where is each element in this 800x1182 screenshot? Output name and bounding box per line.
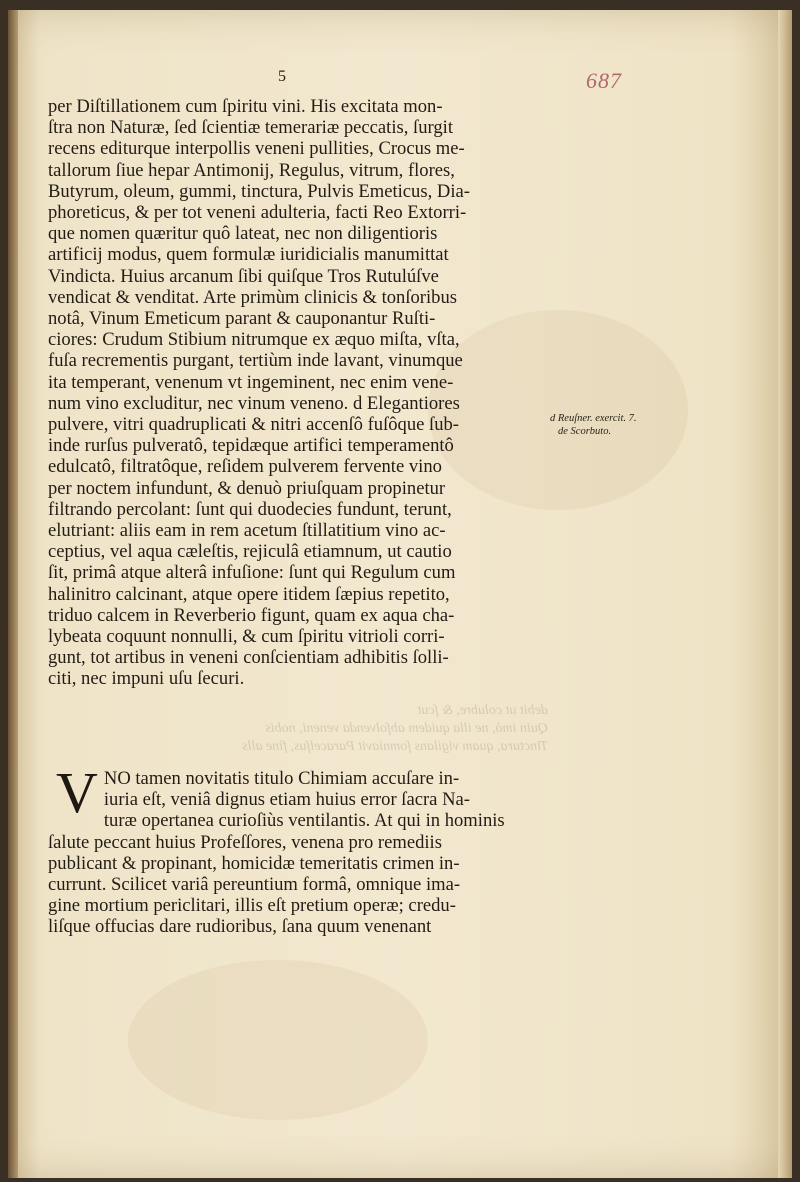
text-line: iuria eſt, veniâ dignus etiam huius error ſacra Na- bbox=[103, 789, 470, 811]
drop-cap: V bbox=[56, 760, 98, 825]
text-line: ſit, primâ atque alterâ infuſione: ſunt qui Regulum cum bbox=[48, 562, 456, 584]
text-line: filtrando percolant: ſunt qui duodecies fundunt, terunt, bbox=[48, 498, 452, 520]
bleed-line: Quin imò, ne illa quidem abſolvenda veneni, nobis bbox=[265, 721, 548, 736]
text-line: num vino excluditur, nec vinum veneno. d Elegantiores bbox=[48, 392, 460, 414]
text-line: fuſa recrementis purgant, tertiùm inde lavant, vinumque bbox=[48, 350, 463, 372]
text-line: per Diſtillationem cum ſpiritu vini. His excitata mon- bbox=[48, 96, 443, 117]
text-line: per noctem infundunt, & denuò priuſquam propinetur bbox=[48, 477, 446, 499]
text-line: vendicat & venditat. Arte primùm clinicis & tonſoribus bbox=[48, 286, 457, 308]
text-line: notâ, Vinum Emeticum parant & cauponantur Ruſti- bbox=[48, 308, 436, 330]
text-line: lybeata coquunt nonnulli, & cum ſpiritu vitrioli corri- bbox=[48, 626, 445, 648]
marginal-note bbox=[550, 412, 700, 438]
text-line: que nomen quæritur quô lateat, nec non diligentioris bbox=[48, 223, 438, 245]
text-line: elutriant: aliis eam in rem acetum ſtillatitium vino ac- bbox=[48, 520, 446, 542]
text-line: halinitro calcinant, atque opere itidem ſæpius repetito, bbox=[48, 583, 450, 605]
paragraph-2 bbox=[48, 760, 548, 938]
paper-stain bbox=[128, 960, 428, 1120]
text-line: publicant & propinant, homicidæ temeritatis crimen in- bbox=[48, 852, 460, 874]
bleed-line: debit ut colubre, & ſcut bbox=[417, 703, 548, 718]
text-line: inde rurſus pulveratô, tepidæque artifici temperamentô bbox=[48, 435, 454, 457]
text-line: currunt. Scilicet variâ pereuntium formâ, omnique ima- bbox=[48, 874, 461, 896]
text-line: ceptius, vel aqua cæleſtis, rejiculâ etiamnum, ut cautio bbox=[48, 541, 452, 563]
signature-mark: 5 bbox=[278, 68, 286, 85]
text-line: pulvere, vitri quadruplicati & nitri accenſô fuſôque ſub- bbox=[48, 414, 459, 436]
marginal-note-line: de Scorbuto. bbox=[558, 426, 612, 437]
binding-edge bbox=[8, 10, 18, 1178]
bleed-through-text bbox=[242, 702, 548, 756]
text-line: citi, nec impuni uſu ſecuri. bbox=[48, 668, 245, 690]
marginal-note-line: d Reuſner. exercit. 7. bbox=[550, 413, 637, 424]
text-line: phoreticus, & per tot veneni adulteria, facti Reo Extorri- bbox=[48, 202, 467, 224]
text-line: NO tamen novitatis titulo Chimiam accuſare in- bbox=[103, 768, 460, 789]
text-line: gine mortium periclitari, illis eſt pretium operæ; credu- bbox=[48, 895, 456, 917]
text-line: triduo calcem in Reverberio figunt, quam ex aqua cha- bbox=[48, 604, 455, 626]
page-fore-edge bbox=[778, 10, 792, 1178]
text-line: tallorum ſiue hepar Antimonij, Regulus, vitrum, flores, bbox=[48, 159, 455, 181]
text-line: ſalute peccant huius Profeſſores, venena pro remediis bbox=[48, 831, 442, 853]
text-line: ſtra non Naturæ, ſed ſcientiæ temerariæ peccatis, ſurgit bbox=[48, 117, 453, 139]
text-line: Vindicta. Huius arcanum ſibi quiſque Tros Rutulúſve bbox=[48, 265, 439, 287]
paragraph-1 bbox=[48, 96, 548, 690]
text-line: ciores: Crudum Stibium nitrumque ex æquo miſta, vſta, bbox=[48, 329, 460, 351]
text-line: liſque offucias dare rudioribus, ſana quum venenant bbox=[48, 916, 432, 938]
text-line: edulcatô, filtratôque, reſidem pulverem fervente vino bbox=[48, 456, 442, 478]
text-line: turæ opertanea curioſiùs ventilantis. At qui in hominis bbox=[103, 810, 505, 832]
bleed-line: Tinctura, quam vigilans ſomniavit Paracelſus, fine alls bbox=[242, 739, 548, 754]
text-line: Butyrum, oleum, gummi, tinctura, Pulvis Emeticus, Dia- bbox=[48, 180, 470, 202]
text-line: ita temperant, venenum vt ingeminent, nec enim vene- bbox=[48, 371, 454, 393]
text-line: recens editurque interpollis veneni pullities, Crocus me- bbox=[48, 138, 465, 160]
text-line: artificij modus, quem formulæ iuridicialis manumittat bbox=[48, 244, 449, 266]
text-line: gunt, tot artibus in veneni conſcientiam adhibitis ſolli- bbox=[48, 647, 449, 669]
handwritten-page-number: 687 bbox=[586, 68, 622, 93]
book-page bbox=[8, 10, 792, 1178]
